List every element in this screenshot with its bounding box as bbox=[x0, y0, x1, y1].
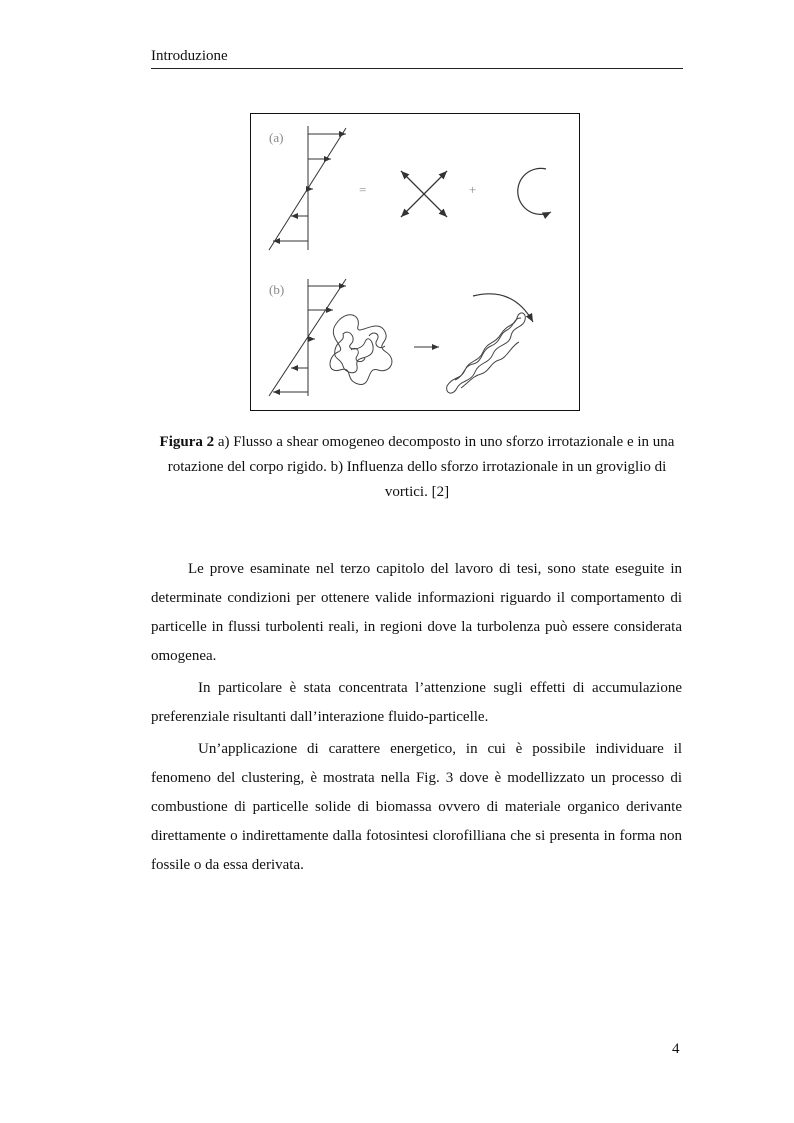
paragraph-2: In particolare è stata concentrata l’attenzione sugli effetti di accumulazione preferenziale risultanti dall’interazione fluido-particelle. bbox=[151, 680, 682, 725]
stretched-vortex-tangle bbox=[447, 313, 526, 393]
paragraph-1: Le prove esaminate nel terzo capitolo del lavoro di tesi, sono state eseguite in determinate condizioni per ottenere valide informazioni riguardo il comportamento di particelle in flussi turbolenti reali, in regioni dove la turbolenza può essere considerata omogenea. bbox=[151, 561, 682, 664]
running-header bbox=[151, 48, 683, 69]
equals-sign: = bbox=[359, 182, 367, 197]
vortex-tangle bbox=[330, 315, 392, 385]
plus-sign: + bbox=[469, 182, 477, 197]
strain-cross bbox=[401, 171, 447, 217]
panel-b-label: (b) bbox=[269, 282, 285, 297]
figure-2-drawing bbox=[251, 114, 581, 412]
caption-text: a) Flusso a shear omogeneo decomposto in uno sforzo irrotazionale e in una rotazione del corpo rigido. b) Influenza dello sforzo irrotazionale in un groviglio di vortici. [2] bbox=[167, 434, 675, 500]
rotation-arc bbox=[518, 168, 551, 214]
header-title: Introduzione bbox=[151, 48, 228, 64]
panel-a-label: (a) bbox=[269, 130, 284, 145]
caption-label: Figura 2 bbox=[159, 434, 215, 450]
rotation-arc-b bbox=[473, 294, 533, 322]
figure-caption bbox=[151, 430, 683, 505]
page-number: 4 bbox=[672, 1041, 680, 1057]
figure-2 bbox=[250, 113, 580, 411]
paragraph-3: Un’applicazione di carattere energetico, in cui è possibile individuare il fenomeno del clustering, è mostrata nella Fig. 3 dove è modellizzato un processo di combustione di particelle solide di biomassa ovvero di materiale organico derivante direttamente o indirettamente dalla fotosintesi clorofilliana che si presenta in forma non fossile o da essa derivata. bbox=[151, 741, 682, 873]
